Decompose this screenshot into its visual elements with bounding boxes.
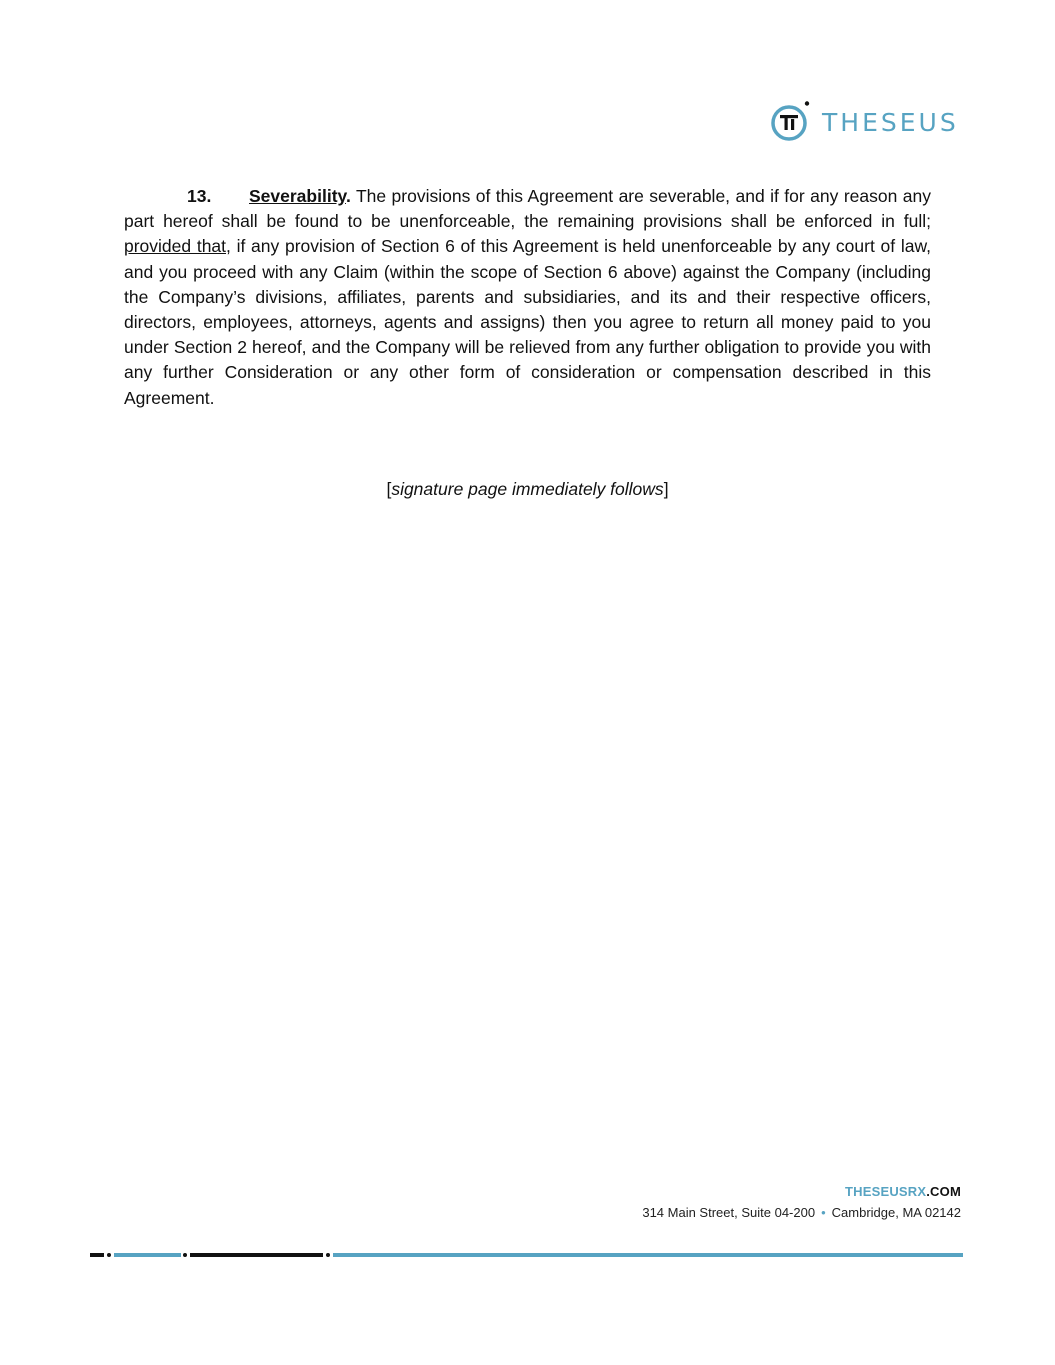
footer-street: 314 Main Street, Suite 04-200 bbox=[642, 1205, 816, 1220]
note-text: signature page immediately follows bbox=[391, 479, 664, 499]
signature-page-note bbox=[0, 479, 1055, 500]
section-heading-period: . bbox=[345, 186, 351, 206]
logo-wordmark: THESEUS bbox=[822, 107, 959, 137]
footer-decorative-bar bbox=[90, 1250, 963, 1260]
section-heading: Severability bbox=[249, 186, 346, 206]
footer-url-main: THESEUSRX bbox=[844, 1184, 927, 1199]
section-number: 13. bbox=[187, 186, 212, 206]
footer-city: Cambridge, MA 02142 bbox=[831, 1205, 961, 1220]
section-underlined-phrase: provided that bbox=[124, 236, 227, 257]
section-body-part1: The provisions of this Agreement are severable, and if for any reason any part hereof shall be found to be unenforceable, the remaining provisions shall be enforced in full; bbox=[124, 186, 931, 232]
note-open-bracket: [ bbox=[386, 479, 392, 499]
footer-address bbox=[642, 1205, 961, 1220]
section-body-part2: , if any provision of Section 6 of this Agreement is held unenforceable by any court of law, and you proceed with any Claim (within the scope of Section 6 above) against the Company (including the Company’s divisions, affiliates, parents and subsidiaries, and its and their respective officers, directors, employees, attorneys, agents and assigns) then you agree to return all money paid to you under Section 2 hereof, and the Company will be relieved from any further obligation to provide you with any further Consideration or any other form of consideration or compensation described in this Agreement. bbox=[124, 236, 931, 408]
company-logo bbox=[770, 100, 959, 144]
section-severability bbox=[124, 184, 931, 411]
note-close-bracket: ] bbox=[663, 479, 669, 499]
footer-website bbox=[845, 1184, 961, 1199]
theseus-logo-icon bbox=[770, 100, 814, 144]
footer-separator: • bbox=[821, 1205, 826, 1220]
footer-url-tld: .COM bbox=[926, 1184, 961, 1199]
